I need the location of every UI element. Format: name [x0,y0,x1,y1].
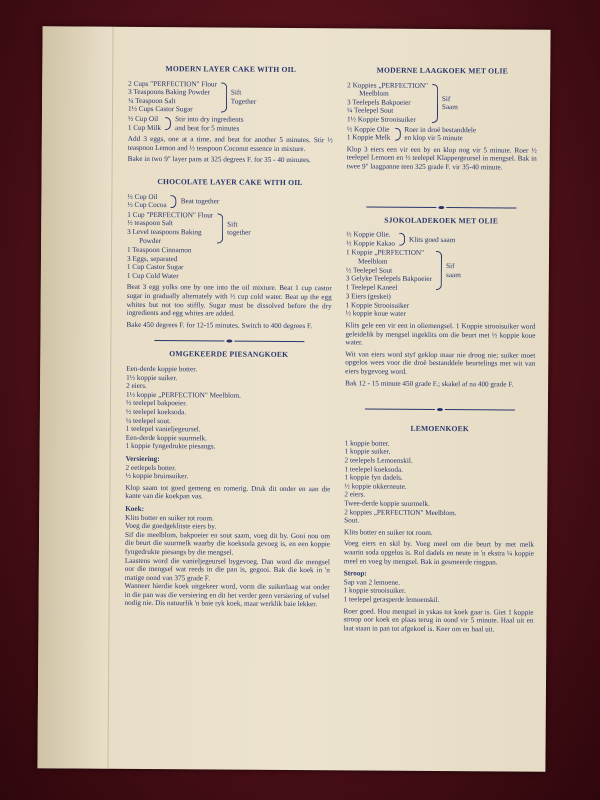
ingredient-group [128,115,333,134]
brace [171,195,177,208]
ingredient-group [346,230,536,249]
ingredient: 2 eetlepels botter. [125,463,177,472]
instruction: Bak 12 - 15 minute 450 grade F.; skakel af na 400 grade F. [345,378,514,389]
ingredient: 1 Cup "PERFECTION" Flour [127,210,214,220]
ingredient-group [347,81,537,125]
ingredient: 2 eiers. [126,382,147,391]
ingredient: Powder [139,236,162,245]
ingredient: 3 Level teaspoons Baking [127,227,202,237]
ingredient: 2 koppies „PERFECTION" Meelblom. [344,507,457,517]
ingredient: ½ teelepel koeksoda. [125,407,187,417]
ingredient: ½ Cup Oil [127,192,158,201]
brace [165,117,171,130]
ingredient: ½ Koppie Olie [346,124,390,134]
ingredient: ½ koppie koue water [345,309,406,319]
group-note: Roer in droë bestanddele [404,125,477,135]
section-label: Versiering: [125,454,160,464]
ingredient: 1½ Cups Castor Sugar [127,105,193,114]
ingredient: 1 Koppie Melk [346,133,391,142]
ingredient: 1½ Koppie Strooisuiker [346,115,416,124]
ingredient: Twee-derde koppie suurmelk. [344,499,430,508]
ingredient-group [127,211,332,247]
ingredient: 1 Teelepel Kaneel [345,283,398,292]
ingredient: 3 Teaspoons Baking Powder [128,88,210,97]
ingredient-group [346,249,536,293]
ingredient: Een-derde koppie botter. [126,364,198,374]
ingredient: 1 Cup Castor Sugar [126,263,184,272]
left-column [125,57,334,609]
ingredient: 1 koppie strooisuiker. [343,586,406,596]
ingredient: ½ Cup Oil [127,114,159,124]
instruction: Klits gele een vir een in oliemengsel. 1 Koppie strooisuiker word geleidelik by mengsel ingeklits om die beurt met ½ koppie koue water. [345,321,536,347]
ingredient: 1½ koppie „PERFECTION" Meelblom. [125,390,241,400]
page-spine [37,26,113,768]
group-note: Stir into dry ingredients [175,115,244,124]
instruction: Beat 3 egg yolks one by one into the oil mixture. Beat 1 cup castor sugar in gradually alternately with ½ cup cold water. Beat up the egg whites but not too stiffly. Sugar must be dissolved before the dry ingredients and egg whites are added. [126,283,332,318]
group-note: together [227,228,251,237]
ingredient: ½ koppie okkerneute. [344,482,407,491]
instruction: Laastens word die vanieljegeursel bygevoeg. Dan word die mengsel oor die mengsel wat reeds in die pan is, gegooi. Bak die koek in 'n matige oond van 375 grade F. [124,556,330,583]
ingredient: 1 teelepel gerasperde lemoenskil. [343,595,440,604]
instruction: Roer goed. Hou mengsel in yskas tot koek gaar is. Giet 1 koppie stroop oor koek en plaas terug in oond vir 5 minute. Haal uit en laat staan in pan tot afgekoel is. Keer om en haal uit. [343,606,534,634]
ingredient: 1 Koppie Strooisuiker [345,301,410,310]
group-note: en klop vir 5 minute [404,133,463,143]
divider-ornament [345,408,535,412]
ingredient: ½ koppie bruinsuiker. [125,471,189,481]
instruction: Sif die meelblom, bakpoeier en sout saam, voeg dit by. Gooi nou om die beurt die suurmelk waarby die koeksoda gevoeg is, en een koppie fyngedrukte piesangs by die mengsel. [124,530,331,557]
instruction: Klits botter en suiker tot room. [344,528,433,537]
divider-ornament [126,339,331,343]
recipe-title: OMGEKEERDE PIESANGKOEK [169,349,289,360]
instruction: Bake 450 degrees F. for 12-15 minutes. Switch to 400 degrees F. [126,320,313,330]
ingredient-group [127,192,332,211]
brace [221,82,227,112]
recipe-title: SJOKOLADEKOEK MET OLIE [384,215,499,225]
group-note: Sift [227,220,238,229]
ingredient: ¼ teelepel sout. [125,416,171,425]
ingredient: 3 Eiers (geskei) [345,292,391,301]
section-label: Koek: [125,504,145,513]
ingredient: Meelblom [359,89,389,98]
ingredient: 2 eiers. [344,490,366,499]
instruction: Bake in two 9" layer pans at 325 degrees F. for 35 - 40 minutes. [127,155,311,165]
ingredient: 3 Eggs, separated [126,254,178,263]
group-note: saam [446,270,461,279]
ingredient: 2 Cups "PERFECTION" Flour [128,79,217,89]
instruction: Wit van eiers word styf geklop maar nie droog nie; suiker moet opgelos wees voor die droë bestanddele beurtelings met wit van eiers bygevoeg word. [345,350,536,376]
ingredient: ½ Koppie Kakao [346,239,396,248]
ingredient: 1 Cup Cold Water [126,271,179,281]
divider-ornament [346,205,536,209]
group-note: Sif [446,262,455,271]
ingredient: ½ teelepel bakpoeier. [125,399,188,408]
ingredient: 2 teelepels Lemoenskil. [344,456,413,465]
ingredient: ½ teaspoon Salt [127,219,173,228]
ingredient-group [128,79,333,115]
ingredient: 1 Koppie „PERFECTION" [345,248,425,258]
ingredient: Een-derde koppie suurmelk. [125,433,207,443]
section-label: Stroop: [343,569,367,578]
brace [217,213,223,243]
group-note: Saam [441,103,458,112]
instruction: Klop saam tot goed gemeng en romerig. Druk dit onder en aan die kante van die koekpan vas. [125,483,331,501]
brace [436,251,442,290]
ingredient: 1½ koppie suiker. [126,373,178,382]
group-note: and beat for 5 minutes [175,123,240,133]
group-note: Together [230,97,257,106]
instruction: Wanneer hierdie koek uitgekeer word, vorm die suikerlaag wat onder in die pan was die versiering en dit het verder geen versiering of vulsel nodig nie. Dis natuurlik 'n baie ryk koek, maar werklik baie lekker. [124,582,330,609]
group-note: Beat together [180,197,220,206]
group-note: Klits goed saam [408,235,456,244]
ingredient: ¼ Teelepel Sout [346,106,394,116]
ingredient: ½ Cup Cocoa [127,200,167,210]
group-note: Sif [441,94,451,103]
ingredient: Sap van 2 lemoene. [343,578,401,587]
ingredient: 1 teelepel vanieljegeursel. [125,425,201,434]
brace [394,127,400,140]
ingredient: Sout. [344,516,360,525]
group-note: Sift [230,88,242,97]
recipe-title: MODERN LAYER CAKE WITH OIL [165,64,297,75]
ingredient: 1 Teaspoon Cinnamon [127,245,192,255]
recipe-title: CHOCOLATE LAYER CAKE WITH OIL [157,176,303,187]
ingredient-group [347,125,537,144]
ingredient: 2 Koppies „PERFECTION" [347,80,429,90]
ingredient: 1 koppie botter. [344,439,390,448]
ingredient: 3 Teelepels Bakpoeier [347,98,411,107]
ingredient: ½ Teelepel Sout [345,265,393,275]
brace [432,84,438,123]
ingredient: 1 teelepel koeksoda. [344,464,404,474]
instruction: Klop 3 eiers een vir een by en klop nog vir 5 minute. Roer ½ teelepel Lemoen en ½ teelepel Klappergeursel in mengsel. Bak in twee 9" laagpanne teen 325 grade F. vir 35-40 minute. [346,145,537,172]
recipe-title: MODERNE LAAGKOEK MET OLIE [376,65,508,76]
ingredient: 1 koppie fyn dadels. [344,473,403,482]
instruction: Voeg die goedgeklitste eiers by. [125,521,217,531]
instruction: Add 3 eggs, one at a time, and beat for another 5 minutes. Stir ½ teaspoon Lemon and ½ teaspoon Coconut essence in mixture. [127,134,333,153]
ingredient: 1 koppie suiker. [344,447,391,457]
brace [399,233,405,246]
ingredient: Meelblom [357,257,388,266]
instruction: Klits botter en suiker tot room. [125,513,214,522]
ingredient: ½ Koppie Olie. [346,230,391,239]
ingredient: 3 Gelyke Teelepels Bakpoeier [345,274,433,284]
cookbook-page [37,26,550,772]
ingredient: ¼ Teaspoon Salt [128,96,176,105]
instruction: Voeg eiers en skil by. Voeg meel om die beurt by met melk waarin soda opgelos is. Rol dadels en neute in 'n ekstra ¼ koppie meel en voeg by mengsel. Bak in gesmeerde ringpan. [343,539,535,566]
ingredient: 1 koppie fyngedrukte piesangs. [125,442,216,451]
ingredient: 1 Cup Milk [127,123,162,132]
recipe-title: LEMOENKOEK [410,424,470,434]
right-column [343,58,537,637]
